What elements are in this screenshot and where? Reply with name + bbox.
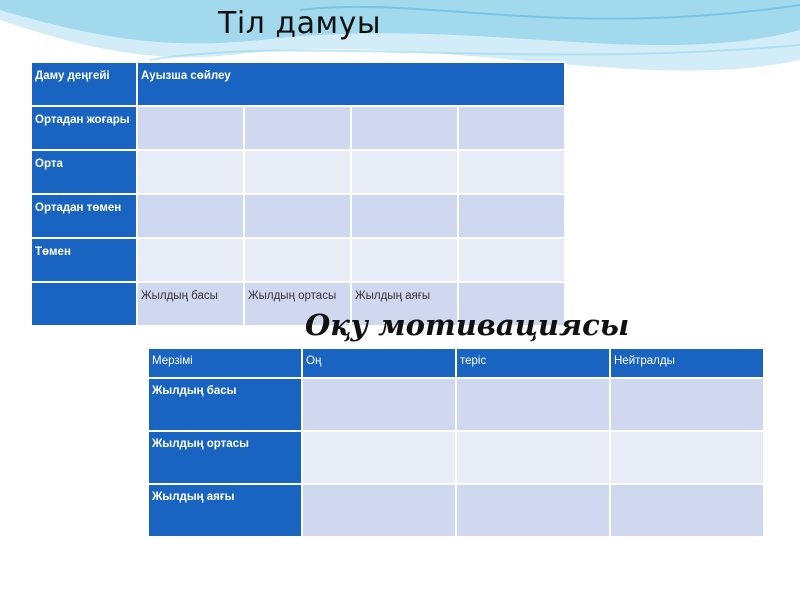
table-cell	[137, 238, 244, 282]
header-cell-positive: Оң	[302, 348, 456, 378]
row-label: Төмен	[31, 238, 137, 282]
row-label: Жылдың ортасы	[148, 431, 302, 484]
footer-cell: Жылдың ортасы	[244, 282, 351, 326]
table-cell	[458, 106, 565, 150]
table-cell	[302, 378, 456, 431]
table-cell	[456, 378, 610, 431]
table-cell	[244, 238, 351, 282]
table-cell	[610, 431, 764, 484]
table-cell	[302, 484, 456, 537]
header-cell-level: Даму деңгейі	[31, 62, 137, 106]
table-cell	[610, 378, 764, 431]
table-cell	[458, 150, 565, 194]
section-heading: Оқу мотивациясы	[305, 308, 630, 342]
row-label: Жылдың басы	[148, 378, 302, 431]
speech-development-table	[30, 61, 566, 327]
table-cell	[456, 431, 610, 484]
row-label: Ортадан жоғары	[31, 106, 137, 150]
header-cell-oral-speech: Ауызша сөйлеу	[137, 62, 565, 106]
table-cell	[351, 106, 458, 150]
header-cell-period: Мерзімі	[148, 348, 302, 378]
table-cell	[610, 484, 764, 537]
row-label-empty	[31, 282, 137, 326]
table-cell	[244, 194, 351, 238]
table-cell	[351, 194, 458, 238]
table-cell	[458, 194, 565, 238]
table-cell	[456, 484, 610, 537]
table-cell	[137, 106, 244, 150]
table-cell	[351, 150, 458, 194]
header-cell-negative: теріс	[456, 348, 610, 378]
table-cell	[137, 150, 244, 194]
table-cell	[244, 106, 351, 150]
table-cell	[351, 238, 458, 282]
motivation-table	[147, 347, 765, 538]
footer-cell: Жылдың басы	[137, 282, 244, 326]
row-label: Орта	[31, 150, 137, 194]
header-cell-neutral: Нейтралды	[610, 348, 764, 378]
row-label: Ортадан төмен	[31, 194, 137, 238]
table-cell	[458, 238, 565, 282]
table-cell	[137, 194, 244, 238]
table-cell	[244, 150, 351, 194]
slide-title: Тіл дамуы	[218, 6, 382, 41]
row-label: Жылдың аяғы	[148, 484, 302, 537]
table-cell	[302, 431, 456, 484]
footer-cell: Жылдың аяғы	[351, 282, 458, 326]
